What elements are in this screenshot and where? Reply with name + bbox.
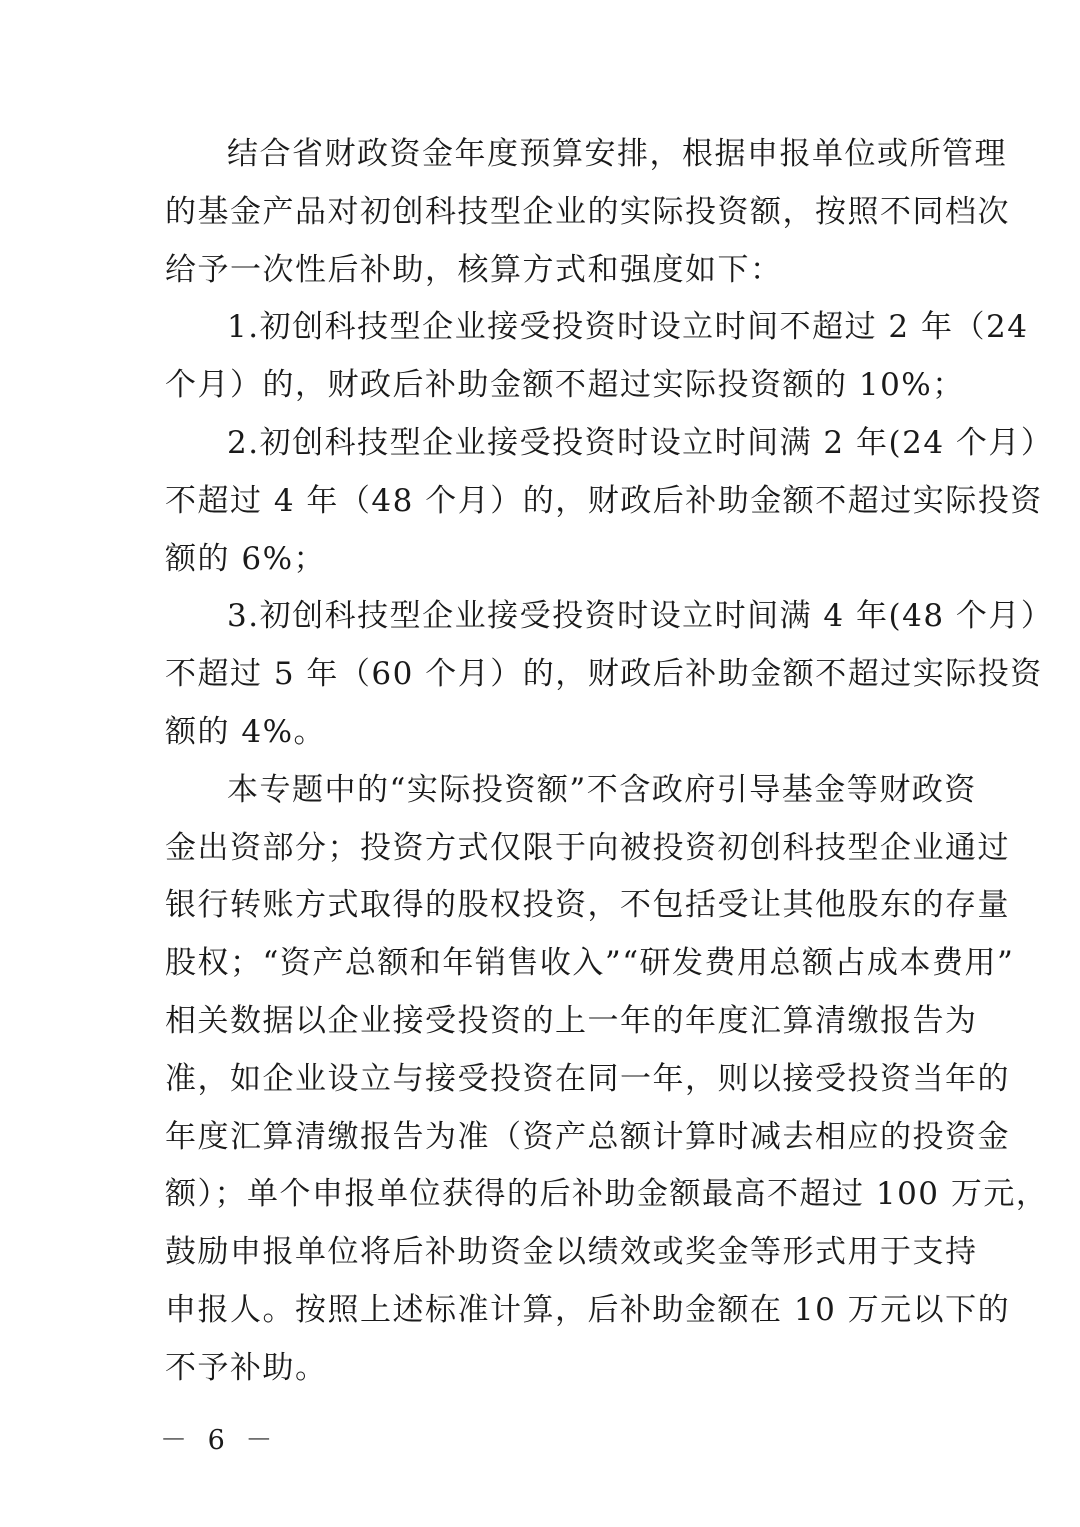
text-line: 准，如企业设立与接受投资在同一年，则以接受投资当年的 xyxy=(165,1060,1010,1097)
text-line: 1.初创科技型企业接受投资时设立时间不超过 2 年（24 xyxy=(227,309,1029,346)
text-line: 3.初创科技型企业接受投资时设立时间满 4 年(48 个月） xyxy=(227,598,1054,635)
text-line: 不超过 5 年（60 个月）的，财政后补助金额不超过实际投资 xyxy=(165,656,1043,693)
text-line: 金出资部分；投资方式仅限于向被投资初创科技型企业通过 xyxy=(165,829,1010,866)
text-line: 给予一次性后补助，核算方式和强度如下： xyxy=(165,251,783,288)
document-body xyxy=(165,126,1054,1398)
text-line: 2.初创科技型企业接受投资时设立时间满 2 年(24 个月） xyxy=(227,424,1054,461)
page-number: － 6 － xyxy=(160,1425,279,1456)
paragraph-definitions xyxy=(165,762,1049,1398)
text-line: 额的 6%； xyxy=(165,540,327,577)
paragraph-tier-1 xyxy=(165,299,1029,415)
text-line: 的基金产品对初创科技型企业的实际投资额，按照不同档次 xyxy=(165,193,1010,230)
text-line: 鼓励申报单位将后补助资金以绩效或奖金等形式用于支持 xyxy=(165,1234,978,1271)
text-line: 额）；单个申报单位获得的后补助金额最高不超过 100 万元， xyxy=(165,1176,1049,1213)
text-line: 股权；“资产总额和年销售收入”“研发费用总额占成本费用” xyxy=(165,945,1015,982)
text-line: 不予补助。 xyxy=(165,1349,328,1386)
text-line: 本专题中的“实际投资额”不含政府引导基金等财政资 xyxy=(227,771,977,808)
text-line: 银行转账方式取得的股权投资，不包括受让其他股东的存量 xyxy=(165,887,1010,924)
text-line: 结合省财政资金年度预算安排，根据申报单位或所管理 xyxy=(227,136,1007,172)
text-line: 相关数据以企业接受投资的上一年的年度汇算清缴报告为 xyxy=(165,1002,978,1039)
text-line: 不超过 4 年（48 个月）的，财政后补助金额不超过实际投资 xyxy=(165,482,1043,519)
paragraph-subsidy-intro xyxy=(165,126,1010,299)
paragraph-tier-2 xyxy=(165,415,1054,588)
text-line: 额的 4%。 xyxy=(165,713,327,750)
text-line: 年度汇算清缴报告为准（资产总额计算时减去相应的投资金 xyxy=(165,1118,1010,1155)
text-line: 个月）的，财政后补助金额不超过实际投资额的 10%； xyxy=(165,367,965,404)
paragraph-tier-3 xyxy=(165,588,1054,761)
text-line: 申报人。按照上述标准计算，后补助金额在 10 万元以下的 xyxy=(165,1291,1011,1328)
